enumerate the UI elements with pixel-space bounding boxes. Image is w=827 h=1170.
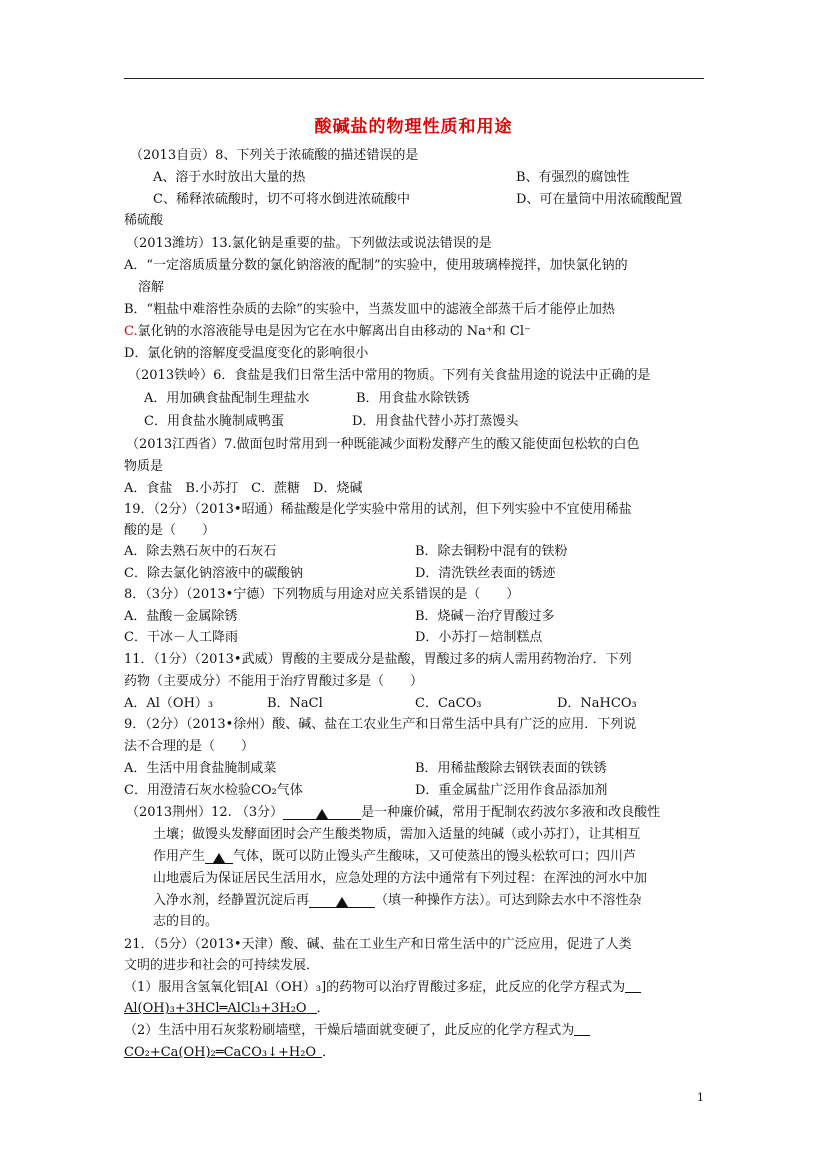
q2-option-b: B．“粗盐中难溶性杂质的去除”的实验中，当蒸发皿中的滤液全部蒸干后才能停止加热 xyxy=(124,302,615,317)
q9-line-6: 志的目的。 xyxy=(153,914,219,929)
q3-option-a: A．用加碘食盐配制生理盐水 xyxy=(144,391,310,406)
q1-option-c: C、稀释浓硫酸时，切不可将水倒进浓硫酸中 xyxy=(153,192,410,207)
q9-answer-blank-3 xyxy=(309,895,375,908)
q7-stem: 11．（1分）（2013•武威）胃酸的主要成分是盐酸，胃酸过多的病人需用药物治疗．下列 xyxy=(124,652,632,667)
q10-answer-1: Al(OH)₃+3HCl═AlCl₃+3H₂O xyxy=(124,1001,307,1016)
triangle-icon xyxy=(213,853,225,863)
q5-option-d: D．清洗铁丝表面的锈迹 xyxy=(415,566,556,581)
q10-answer-1-line: Al(OH)₃+3HCl═AlCl₃+3H₂O ． xyxy=(124,1001,330,1016)
q9-line-4: 山地震后为保证居民生活用水，应急处理的方法中通常有下列过程：在浑浊的河水中加 xyxy=(153,871,648,886)
triangle-icon xyxy=(316,809,328,819)
q9-line-3b: 气体，既可以防止馒头产生酸味，又可使蒸出的馒头松软可口；四川芦 xyxy=(233,849,637,864)
q3-stem: （2013铁岭）6．食盐是我们日常生活中常用的物质。下列有关食盐用途的说法中正确的是 xyxy=(128,368,651,383)
q9-line-1b: 是一种廉价碱，常用于配制农药波尔多液和改良酸性 xyxy=(361,805,661,820)
q4-options: A．食盐 B.小苏打 C．蔗糖 D．烧碱 xyxy=(124,481,363,496)
q5-option-b: B．除去铜粉中混有的铁粉 xyxy=(415,544,568,559)
q7-stem-cont: 药物（主要成分）不能用于治疗胃酸过多是（ ） xyxy=(124,674,424,689)
q2-option-a-cont: 溶解 xyxy=(138,280,165,295)
page-number: 1 xyxy=(697,1091,704,1104)
q2-option-c-letter: C. xyxy=(124,324,138,339)
q1-option-d-cont: 稀硫酸 xyxy=(124,213,164,228)
q6-stem: 8．（3分）（2013•宁德）下列物质与用途对应关系错误的是（ ） xyxy=(124,587,520,602)
q3-option-c: C．用食盐水腌制咸鸭蛋 xyxy=(144,414,284,429)
q2-stem: （2013潍坊）13.氯化钠是重要的盐。下列做法或说法错误的是 xyxy=(126,236,492,251)
q5-option-c: C．除去氯化钠溶液中的碳酸钠 xyxy=(124,566,303,581)
q9-line-5 xyxy=(153,893,642,909)
q9-line-2: 土壤；做馒头发酵面团时会产生酸类物质，需加入适量的纯碱（或小苏打），让其相互 xyxy=(153,827,641,842)
page-title: 酸碱盐的物理性质和用途 xyxy=(314,117,513,137)
answer-underline xyxy=(307,1001,317,1014)
q6-option-d: D．小苏打－焙制糕点 xyxy=(415,630,543,645)
triangle-icon xyxy=(336,897,348,907)
q10-part-2-text: （2）生活中用石灰浆粉刷墙壁，干燥后墙面就变硬了，此反应的化学方程式为 xyxy=(124,1023,575,1038)
q7-option-b: B．NaCl xyxy=(267,696,323,711)
q8-stem-cont: 法不合理的是（ ） xyxy=(124,739,255,754)
q5-option-a: A．除去熟石灰中的石灰石 xyxy=(124,544,277,559)
q4-stem: （2013江西省）7.做面包时常用到一种既能减少面粉发酵产生的酸又能使面包松软的白色 xyxy=(126,437,640,452)
q2-option-a: A．“一定溶质质量分数的氯化钠溶液的配制”的实验中，使用玻璃棒搅拌，加快氯化钠的 xyxy=(124,258,628,273)
q10-stem: 21．（5分）（2013•天津）酸、碱、盐在工业生产和日常生活中的广泛应用，促进了人类 xyxy=(124,937,632,952)
q10-answer-2-line: CO₂+Ca(OH)₂═CaCO₃↓+H₂O ． xyxy=(124,1045,336,1060)
q2-option-d: D．氯化钠的溶解度受温度变化的影响很小 xyxy=(124,346,369,361)
q7-option-c: C．CaCO₃ xyxy=(415,696,482,711)
q9-line-1 xyxy=(126,805,660,821)
q8-option-b: B．用稀盐酸除去钢铁表面的铁锈 xyxy=(415,761,607,776)
answer-underline xyxy=(574,1023,590,1036)
q10-part-1-text: （1）服用含氢氧化铝[Al（OH）₃]的药物可以治疗胃酸过多症，此反应的化学方程式为 xyxy=(124,980,626,995)
q6-option-c: C．干冰－人工降雨 xyxy=(124,630,238,645)
q5-stem-cont: 酸的是（ ） xyxy=(124,523,216,538)
q5-stem: 19．（2分）（2013•昭通）稀盐酸是化学实验中常用的试剂，但下列实验中不宜使用稀盐 xyxy=(124,502,632,517)
q9-line-5a: 入净水剂，经静置沉淀后再 xyxy=(153,893,310,908)
q8-option-d: D．重金属盐广泛用作食品添加剂 xyxy=(415,783,608,798)
q8-option-c: C．用澄清石灰水检验CO₂气体 xyxy=(124,783,303,798)
q4-stem-cont: 物质是 xyxy=(124,459,164,474)
q2-option-c-text: 氯化钠的水溶液能导电是因为它在水中解离出自由移动的 Na⁺和 Cl⁻ xyxy=(137,324,531,339)
q9-line-5b: （填一种操作方法）。可达到除去水中不溶性杂 xyxy=(375,893,642,908)
q3-option-d: D．用食盐代替小苏打蒸馒头 xyxy=(352,414,519,429)
q3-option-b: B．用食盐水除铁锈 xyxy=(356,391,470,406)
q6-option-b: B．烧碱－治疗胃酸过多 xyxy=(415,609,555,624)
q7-option-d: D．NaHCO₃ xyxy=(557,696,637,711)
q9-line-3a: 作用产生 xyxy=(153,849,206,864)
q10-stem-cont: 文明的进步和社会的可持续发展． xyxy=(124,958,320,973)
answer-underline xyxy=(316,1045,322,1058)
q2-option-c xyxy=(124,324,531,340)
header-rule xyxy=(124,78,704,79)
q8-option-a: A．生活中用食盐腌制咸菜 xyxy=(124,761,277,776)
q1-option-b: B、有强烈的腐蚀性 xyxy=(516,170,630,185)
q10-answer-2: CO₂+Ca(OH)₂═CaCO₃↓+H₂O xyxy=(124,1045,317,1060)
q10-part-1 xyxy=(124,980,641,996)
q10-part-2 xyxy=(124,1023,590,1039)
q8-stem: 9．（2分）（2013•徐州）酸、碱、盐在工农业生产和日常生活中具有广泛的应用．下列说 xyxy=(124,717,637,732)
q9-answer-blank-1 xyxy=(283,807,361,820)
q1-stem: （2013自贡）8、下列关于浓硫酸的描述错误的是 xyxy=(130,148,419,163)
q1-option-d: D、可在量筒中用浓硫酸配置 xyxy=(516,192,683,207)
q7-option-a: A．Al（OH）₃ xyxy=(124,696,214,711)
q1-option-a: A、溶于水时放出大量的热 xyxy=(153,170,306,185)
q6-option-a: A．盐酸－金属除锈 xyxy=(124,609,238,624)
answer-underline xyxy=(625,980,641,993)
q9-line-1a: （2013荆州）12. （3分） xyxy=(126,805,284,820)
q9-answer-blank-2 xyxy=(205,851,233,864)
q9-line-3 xyxy=(153,849,636,865)
